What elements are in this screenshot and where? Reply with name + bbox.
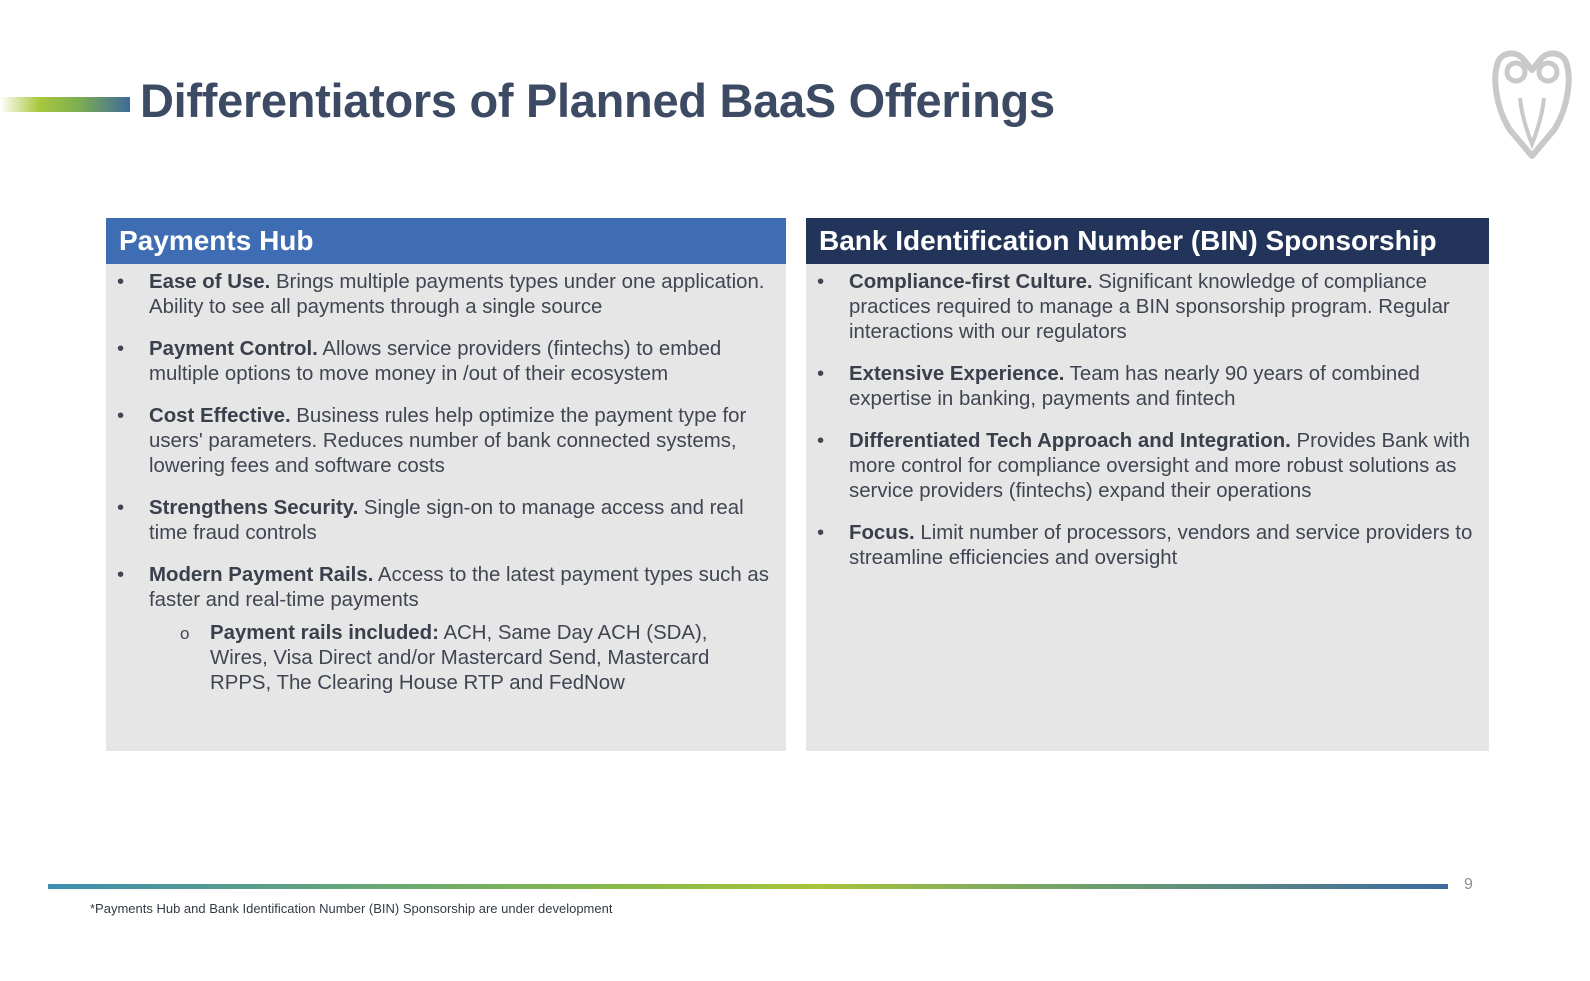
list-item (106, 404, 776, 479)
list-item (106, 337, 776, 387)
payments-hub-list (106, 264, 786, 696)
list-item (106, 270, 776, 320)
item-text: Provides Bank with more control for compliance oversight and more robust solutions as service providers (fintechs) expand their operations (849, 430, 1470, 502)
item-label: Strengthens Security. (149, 497, 359, 519)
list-item (806, 362, 1479, 412)
list-item (106, 496, 776, 546)
footer-divider (48, 884, 1448, 889)
page-number: 9 (1464, 876, 1473, 893)
list-item (106, 563, 776, 696)
sub-item-text: ACH, Same Day ACH (SDA), Wires, Visa Direct and/or Mastercard Send, Mastercard RPPS, The Clearing House RTP and FedNow (210, 622, 710, 694)
item-text: Single sign-on to manage access and real time fraud controls (149, 497, 744, 544)
bin-sponsorship-list (806, 264, 1489, 571)
title-accent-bar (0, 97, 130, 112)
payment-rails-sublist (149, 621, 776, 696)
list-item (806, 521, 1479, 571)
owl-logo-icon (1492, 48, 1572, 160)
bin-sponsorship-header: Bank Identification Number (BIN) Sponsorship (806, 218, 1489, 264)
payments-hub-panel (106, 218, 786, 751)
item-label: Compliance-first Culture. (849, 271, 1093, 293)
item-text: Allows service providers (fintechs) to embed multiple options to move money in /out of their ecosystem (149, 338, 722, 385)
sub-item-label: Payment rails included: (210, 622, 439, 644)
list-item (806, 270, 1479, 345)
page-title: Differentiators of Planned BaaS Offerings (140, 74, 1055, 127)
item-text: Limit number of processors, vendors and service providers to streamline efficiencies and oversight (849, 522, 1473, 569)
item-text: Team has nearly 90 years of combined expertise in banking, payments and fintech (849, 363, 1420, 410)
item-label: Ease of Use. (149, 271, 271, 293)
payments-hub-header: Payments Hub (106, 218, 786, 264)
item-label: Extensive Experience. (849, 363, 1065, 385)
bin-sponsorship-panel (806, 218, 1489, 751)
item-label: Focus. (849, 522, 915, 544)
item-text: Access to the latest payment types such as faster and real-time payments (149, 564, 769, 611)
sub-list-item (149, 621, 776, 696)
item-label: Cost Effective. (149, 405, 291, 427)
list-item (806, 429, 1479, 504)
item-label: Modern Payment Rails. (149, 564, 374, 586)
item-text: Significant knowledge of compliance practices required to manage a BIN sponsorship program. Regular interactions with our regulators (849, 271, 1450, 343)
item-label: Payment Control. (149, 338, 318, 360)
footnote: *Payments Hub and Bank Identification Number (BIN) Sponsorship are under development (90, 901, 613, 916)
item-text: Business rules help optimize the payment type for users' parameters. Reduces number of bank connected systems, lowering fees and software costs (149, 405, 747, 477)
item-text: Brings multiple payments types under one application. Ability to see all payments through a single source (149, 271, 765, 318)
item-label: Differentiated Tech Approach and Integration. (849, 430, 1291, 452)
